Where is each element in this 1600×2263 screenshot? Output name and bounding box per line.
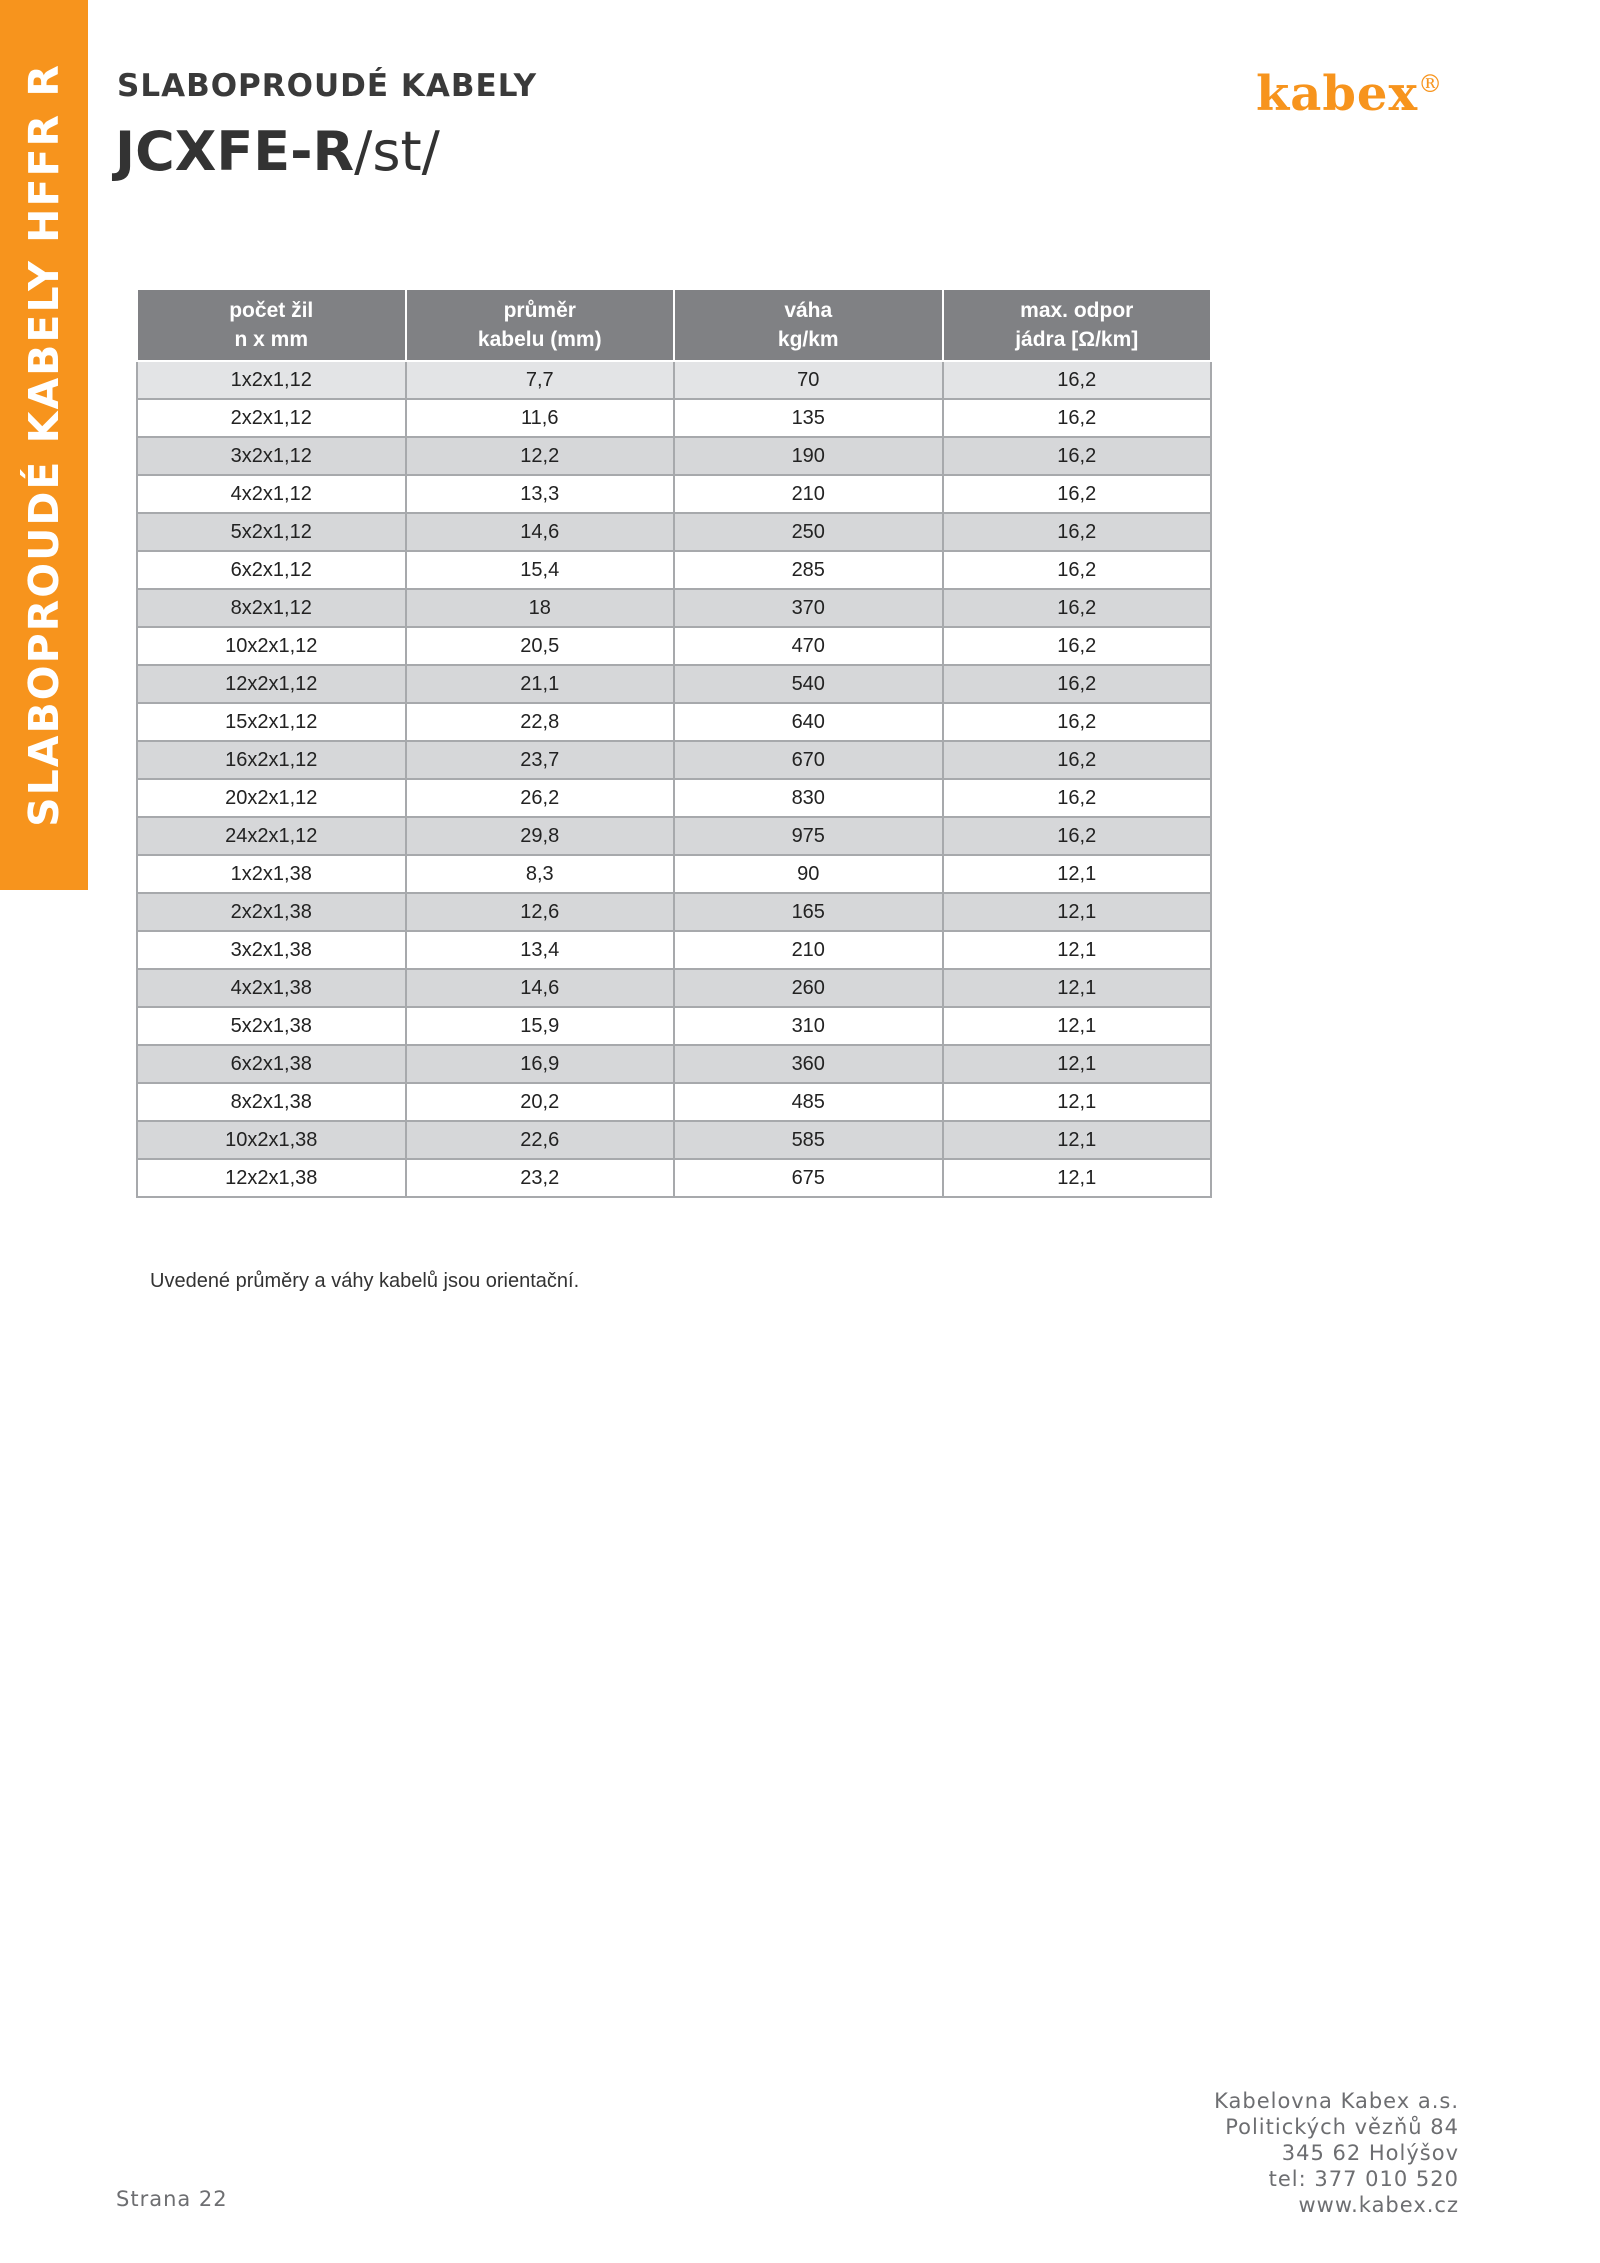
table-cell: 285	[674, 551, 943, 589]
side-tab	[0, 0, 88, 890]
registered-mark: ®	[1418, 70, 1444, 98]
table-cell: 10x2x1,38	[137, 1121, 406, 1159]
table-cell: 12,1	[943, 1083, 1212, 1121]
table-cell: 585	[674, 1121, 943, 1159]
table-cell: 24x2x1,12	[137, 817, 406, 855]
table-cell: 8,3	[406, 855, 675, 893]
cable-spec-table	[136, 288, 1212, 1198]
table-cell: 8x2x1,38	[137, 1083, 406, 1121]
table-cell: 12,6	[406, 893, 675, 931]
table-cell: 16,2	[943, 399, 1212, 437]
table-cell: 3x2x1,38	[137, 931, 406, 969]
address-line: Kabelovna Kabex a.s.	[1214, 2089, 1459, 2113]
table-cell: 675	[674, 1159, 943, 1197]
address-line: 345 62 Holýšov	[1281, 2141, 1459, 2165]
table-cell: 14,6	[406, 969, 675, 1007]
table-cell: 18	[406, 589, 675, 627]
table-cell: 135	[674, 399, 943, 437]
table-cell: 90	[674, 855, 943, 893]
header-line: váha	[784, 299, 833, 322]
kabex-logo	[1256, 66, 1443, 122]
table-cell: 210	[674, 931, 943, 969]
table-cell: 4x2x1,38	[137, 969, 406, 1007]
table-row	[137, 855, 1211, 893]
table-cell: 15,4	[406, 551, 675, 589]
table-cell: 670	[674, 741, 943, 779]
table-cell: 16,2	[943, 627, 1212, 665]
table-cell: 11,6	[406, 399, 675, 437]
table-cell: 2x2x1,12	[137, 399, 406, 437]
table-cell: 370	[674, 589, 943, 627]
table-cell: 260	[674, 969, 943, 1007]
table-cell: 975	[674, 817, 943, 855]
table-row	[137, 779, 1211, 817]
table-cell: 830	[674, 779, 943, 817]
table-row	[137, 1159, 1211, 1197]
table-row	[137, 475, 1211, 513]
table-header-row	[137, 289, 1211, 361]
table-cell: 16,2	[943, 817, 1212, 855]
table-cell: 250	[674, 513, 943, 551]
table-row	[137, 551, 1211, 589]
table-cell: 15,9	[406, 1007, 675, 1045]
header-line: kg/km	[777, 328, 839, 351]
table-cell: 26,2	[406, 779, 675, 817]
table-row	[137, 969, 1211, 1007]
table-row	[137, 399, 1211, 437]
table-cell: 12,1	[943, 855, 1212, 893]
logo-text: kabex	[1256, 66, 1419, 122]
table-cell: 13,4	[406, 931, 675, 969]
table-row	[137, 741, 1211, 779]
table-cell: 15x2x1,12	[137, 703, 406, 741]
table-cell: 310	[674, 1007, 943, 1045]
table-cell: 360	[674, 1045, 943, 1083]
product-name: JCXFE-R	[115, 120, 355, 183]
table-row	[137, 627, 1211, 665]
table-cell: 485	[674, 1083, 943, 1121]
company-address	[1214, 2088, 1459, 2218]
column-header-diameter	[406, 289, 675, 361]
table-cell: 16,2	[943, 665, 1212, 703]
header-line: kabelu (mm)	[477, 328, 602, 351]
footnote: Uvedené průměry a váhy kabelů jsou orientační.	[150, 1270, 580, 1292]
table-cell: 165	[674, 893, 943, 931]
table-cell: 16x2x1,12	[137, 741, 406, 779]
table-cell: 16,9	[406, 1045, 675, 1083]
table-cell: 16,2	[943, 361, 1212, 399]
table-body	[137, 361, 1211, 1197]
table-cell: 16,2	[943, 589, 1212, 627]
table-cell: 16,2	[943, 551, 1212, 589]
table-cell: 13,3	[406, 475, 675, 513]
table-cell: 12,2	[406, 437, 675, 475]
table-row	[137, 589, 1211, 627]
table-cell: 16,2	[943, 703, 1212, 741]
table-cell: 1x2x1,12	[137, 361, 406, 399]
table-cell: 12,1	[943, 931, 1212, 969]
header-line: průměr	[503, 299, 576, 322]
table-cell: 16,2	[943, 741, 1212, 779]
table-cell: 5x2x1,38	[137, 1007, 406, 1045]
table-cell: 16,2	[943, 475, 1212, 513]
table-cell: 12x2x1,38	[137, 1159, 406, 1197]
column-header-weight	[674, 289, 943, 361]
table-cell: 29,8	[406, 817, 675, 855]
table-cell: 23,2	[406, 1159, 675, 1197]
table-cell: 20,5	[406, 627, 675, 665]
table-cell: 10x2x1,12	[137, 627, 406, 665]
address-line: tel: 377 010 520	[1268, 2167, 1459, 2191]
table-cell: 21,1	[406, 665, 675, 703]
header-line: n x mm	[234, 328, 309, 351]
table-cell: 5x2x1,12	[137, 513, 406, 551]
header-line: počet žil	[229, 299, 314, 322]
product-title	[115, 120, 440, 183]
address-line: Politických vězňů 84	[1225, 2115, 1459, 2139]
table-row	[137, 931, 1211, 969]
table-row	[137, 1083, 1211, 1121]
table-row	[137, 703, 1211, 741]
table-cell: 20,2	[406, 1083, 675, 1121]
table-cell: 2x2x1,38	[137, 893, 406, 931]
table-cell: 16,2	[943, 437, 1212, 475]
table-row	[137, 665, 1211, 703]
table-cell: 23,7	[406, 741, 675, 779]
table-row	[137, 1121, 1211, 1159]
column-header-resistance	[943, 289, 1212, 361]
table-cell: 16,2	[943, 513, 1212, 551]
table-cell: 12,1	[943, 969, 1212, 1007]
table-cell: 22,8	[406, 703, 675, 741]
table-cell: 22,6	[406, 1121, 675, 1159]
product-suffix: /st/	[354, 120, 440, 183]
table-cell: 1x2x1,38	[137, 855, 406, 893]
table-row	[137, 513, 1211, 551]
table-cell: 210	[674, 475, 943, 513]
table-cell: 540	[674, 665, 943, 703]
table-cell: 7,7	[406, 361, 675, 399]
page-number: Strana 22	[116, 2187, 228, 2211]
table-row	[137, 361, 1211, 399]
header-line: jádra [Ω/km]	[1015, 328, 1139, 351]
table-cell: 12,1	[943, 1159, 1212, 1197]
table-cell: 12,1	[943, 1121, 1212, 1159]
table-row	[137, 1007, 1211, 1045]
table-row	[137, 437, 1211, 475]
table-cell: 6x2x1,38	[137, 1045, 406, 1083]
table-cell: 12,1	[943, 1045, 1212, 1083]
category-heading: SLABOPROUDÉ KABELY	[117, 68, 538, 104]
table-cell: 470	[674, 627, 943, 665]
table-cell: 190	[674, 437, 943, 475]
table-cell: 4x2x1,12	[137, 475, 406, 513]
table-cell: 16,2	[943, 779, 1212, 817]
column-header-cores	[137, 289, 406, 361]
side-tab-label: SLABOPROUDÉ KABELY HFFR R	[20, 63, 68, 827]
table-cell: 12x2x1,12	[137, 665, 406, 703]
table-cell: 20x2x1,12	[137, 779, 406, 817]
table-cell: 12,1	[943, 1007, 1212, 1045]
table-cell: 6x2x1,12	[137, 551, 406, 589]
table-cell: 640	[674, 703, 943, 741]
table-cell: 8x2x1,12	[137, 589, 406, 627]
table-row	[137, 817, 1211, 855]
website-link[interactable]: www.kabex.cz	[1298, 2193, 1459, 2217]
table-cell: 3x2x1,12	[137, 437, 406, 475]
table-cell: 70	[674, 361, 943, 399]
table-cell: 12,1	[943, 893, 1212, 931]
header-line: max. odpor	[1020, 299, 1134, 322]
table-cell: 14,6	[406, 513, 675, 551]
table-row	[137, 893, 1211, 931]
table-row	[137, 1045, 1211, 1083]
